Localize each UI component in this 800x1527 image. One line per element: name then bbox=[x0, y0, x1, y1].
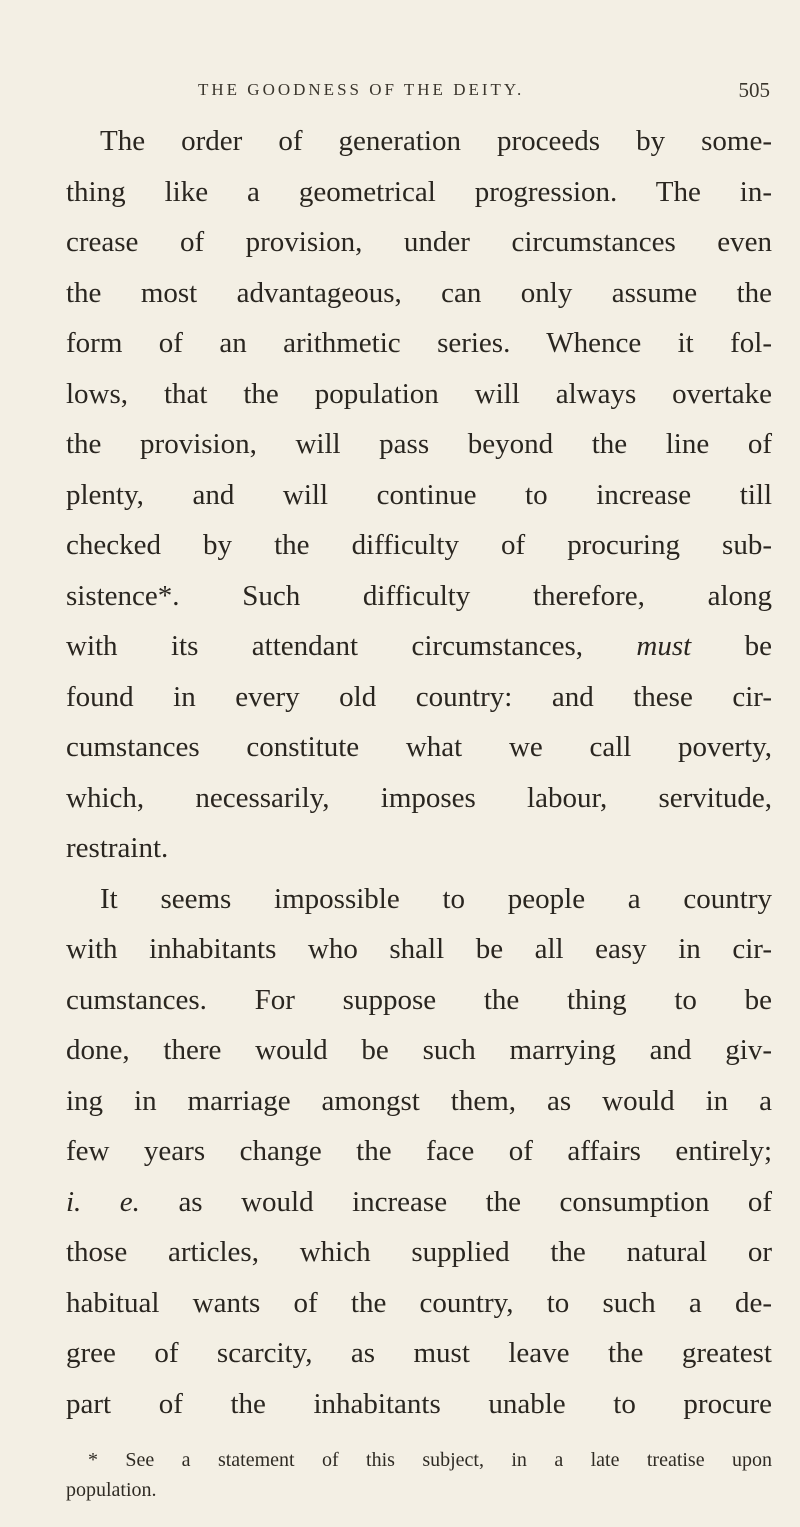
text-line: i. e. as would increase the consumption of bbox=[66, 1185, 772, 1218]
footnote-line: * See a statement of this subject, in a late treatise upon bbox=[88, 1449, 772, 1471]
footnote-line: population. bbox=[66, 1479, 157, 1501]
text-line: done, there would be such marrying and giv- bbox=[66, 1034, 772, 1066]
text-line: lows, that the population will always overtake bbox=[66, 377, 772, 410]
text-line: checked by the difficulty of procuring sub- bbox=[66, 529, 772, 561]
text-line: with its attendant circumstances, must be bbox=[66, 630, 772, 662]
text-line: thing like a geometrical progression. The in- bbox=[66, 175, 772, 208]
text-line: the most advantageous, can only assume the bbox=[66, 276, 772, 309]
text-line: plenty, and will continue to increase till bbox=[66, 478, 772, 511]
text-line: restraint. bbox=[66, 832, 169, 864]
emphasis: i. e. bbox=[66, 1185, 140, 1218]
footnote bbox=[66, 1445, 772, 1505]
text-line: part of the inhabitants unable to procure bbox=[66, 1387, 772, 1420]
text-line: few years change the face of affairs entirely; bbox=[66, 1135, 772, 1167]
text-line: The order of generation proceeds by some- bbox=[100, 125, 772, 157]
body-text bbox=[66, 116, 772, 1429]
text-line: found in every old country: and these cir- bbox=[66, 680, 772, 713]
text-line: form of an arithmetic series. Whence it fol- bbox=[66, 327, 772, 359]
running-head bbox=[0, 80, 800, 104]
running-title: THE GOODNESS OF THE DEITY. bbox=[198, 80, 525, 99]
text-line: habitual wants of the country, to such a de- bbox=[66, 1286, 772, 1319]
text-line: gree of scarcity, as must leave the greatest bbox=[66, 1337, 772, 1369]
text-line: the provision, will pass beyond the line of bbox=[66, 428, 772, 460]
text-line: which, necessarily, imposes labour, servitude, bbox=[66, 781, 772, 814]
emphasis: must bbox=[636, 630, 692, 662]
text-line: It seems impossible to people a country bbox=[100, 882, 772, 915]
text-line: with inhabitants who shall be all easy in cir- bbox=[66, 933, 772, 965]
text-line: sistence*. Such difficulty therefore, along bbox=[66, 579, 772, 612]
page-number: 505 bbox=[738, 78, 770, 102]
text-line: cumstances. For suppose the thing to be bbox=[66, 983, 772, 1016]
text-line: cumstances constitute what we call poverty, bbox=[66, 731, 772, 763]
text-line: ing in marriage amongst them, as would in a bbox=[66, 1084, 772, 1117]
text-line: crease of provision, under circumstances even bbox=[66, 226, 772, 258]
text-line: those articles, which supplied the natural or bbox=[66, 1236, 772, 1268]
